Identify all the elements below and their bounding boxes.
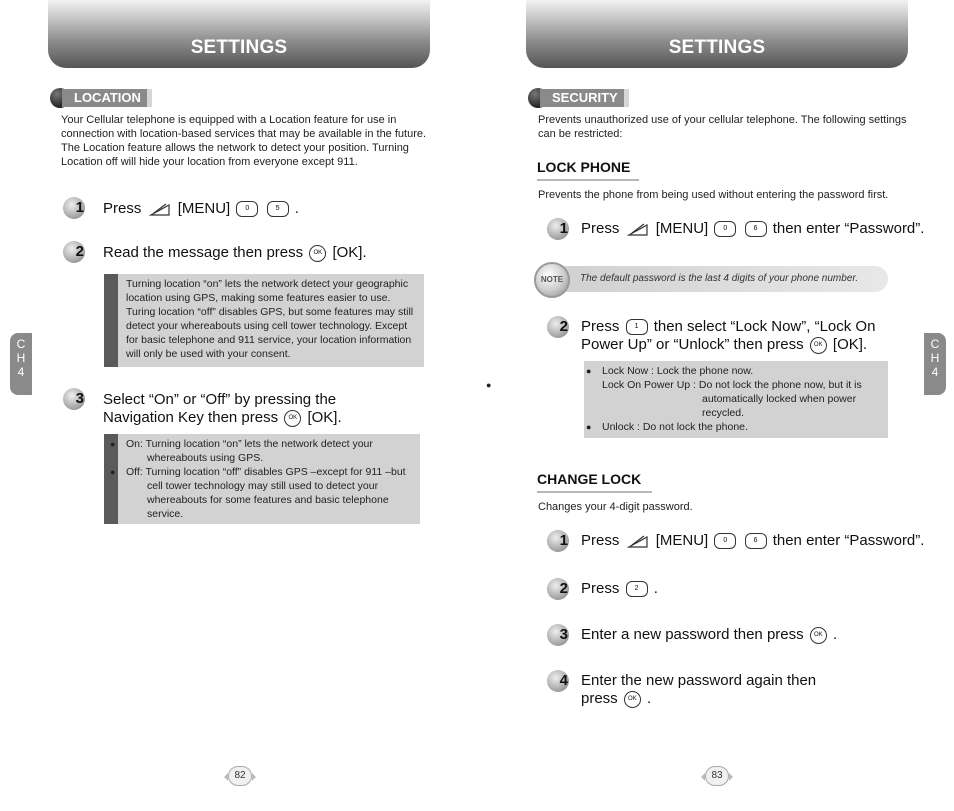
key-1-icon: 1 [626,319,648,335]
note-icon: NOTE [534,262,570,298]
ok-key-icon: OK [624,691,641,708]
change-lock-heading: CHANGE LOCK [537,471,652,493]
change-lock-desc: Changes your 4-digit password. [538,501,693,513]
chapter-tab: C H 4 [10,333,32,395]
chapter-tab: C H 4 [924,333,946,395]
location-step-1: Press [MENU] 0 5 . [103,200,299,217]
step-number: 4 [547,670,569,692]
location-step-3: Select “On” or “Off” by pressing the Navigation Key then press OK [OK]. [103,391,342,426]
list-item: ● On: Turning location “on” lets the network detect your whereabouts using GPS. [126,437,416,465]
key-6-icon: 6 [745,533,767,549]
key-0-icon: 0 [236,201,258,217]
menu-softkey-icon [626,221,650,237]
location-options-box [104,434,420,524]
step-number: 1 [547,218,569,240]
ok-key-icon: OK [309,245,326,262]
change-lock-step-1: Press [MENU] 0 6 then enter “Password”. [581,532,925,549]
menu-softkey-icon [626,533,650,549]
step-number: 2 [547,316,569,338]
key-0-icon: 0 [714,221,736,237]
step-number: 1 [63,197,85,219]
list-item: ● Off: Turning location “off” disables GPS –except for 911 –but cell tower technology may still used to detect your whereabouts for some features and basic telephone service. [126,465,416,521]
menu-softkey-icon [148,201,172,217]
step-number: 3 [547,624,569,646]
page-number: 82 [228,766,252,786]
security-intro: Prevents unauthorized use of your cellular telephone. The following settings can be restricted: [538,114,907,140]
page-number: 83 [705,766,729,786]
change-lock-step-2: Press 2 . [581,580,658,597]
key-6-icon: 6 [745,221,767,237]
key-2-icon: 2 [626,581,648,597]
ok-key-icon: OK [810,627,827,644]
key-5-icon: 5 [267,201,289,217]
lock-phone-step-1: Press [MENU] 0 6 then enter “Password”. [581,220,925,237]
location-info-box: Turning location “on” lets the network detect your geographic location using GPS, making some features easier to use. Turing location “off” disables GPS, but some features may still detect your whereabouts using cell tower technology. Except for basic telephone and 911 service, your location information will only be used with your consent. [104,274,424,367]
ok-key-icon: OK [284,410,301,427]
ok-key-icon: OK [810,337,827,354]
list-item: ● Lock On Power Up : Do not lock the phone now, but it is automatically locked when power recycled. [602,378,884,420]
step-number: 1 [547,530,569,552]
page-header: SETTINGS [526,0,908,68]
step-number: 2 [63,241,85,263]
note-callout: NOTE The default password is the last 4 digits of your phone number. [534,262,888,296]
step-number: 3 [63,388,85,410]
key-0-icon: 0 [714,533,736,549]
change-lock-step-4: Enter the new password again then press OK . [581,672,817,707]
lock-phone-heading: LOCK PHONE [537,159,639,181]
lock-phone-step-2: Press 1 then select “Lock Now”, “Lock On Power Up” or “Unlock” then press OK [OK]. [581,318,876,353]
change-lock-step-3: Enter a new password then press OK . [581,626,838,643]
page-header: SETTINGS [48,0,430,68]
location-intro: Your Cellular telephone is equipped with a Location feature for use in connection with location-based services that may be available in the future. The Location feature allows the network to detect your position. Turning Location off will hide your location from everyone except 911. [61,114,427,168]
list-item: ● Unlock : Do not lock the phone. [602,420,884,434]
location-step-2: Read the message then press OK [OK]. [103,244,367,261]
lock-phone-desc: Prevents the phone from being used without entering the password first. [538,189,889,201]
list-item: ● Lock Now : Lock the phone now. [602,364,884,378]
step-number: 2 [547,578,569,600]
lock-options-box [584,361,888,438]
